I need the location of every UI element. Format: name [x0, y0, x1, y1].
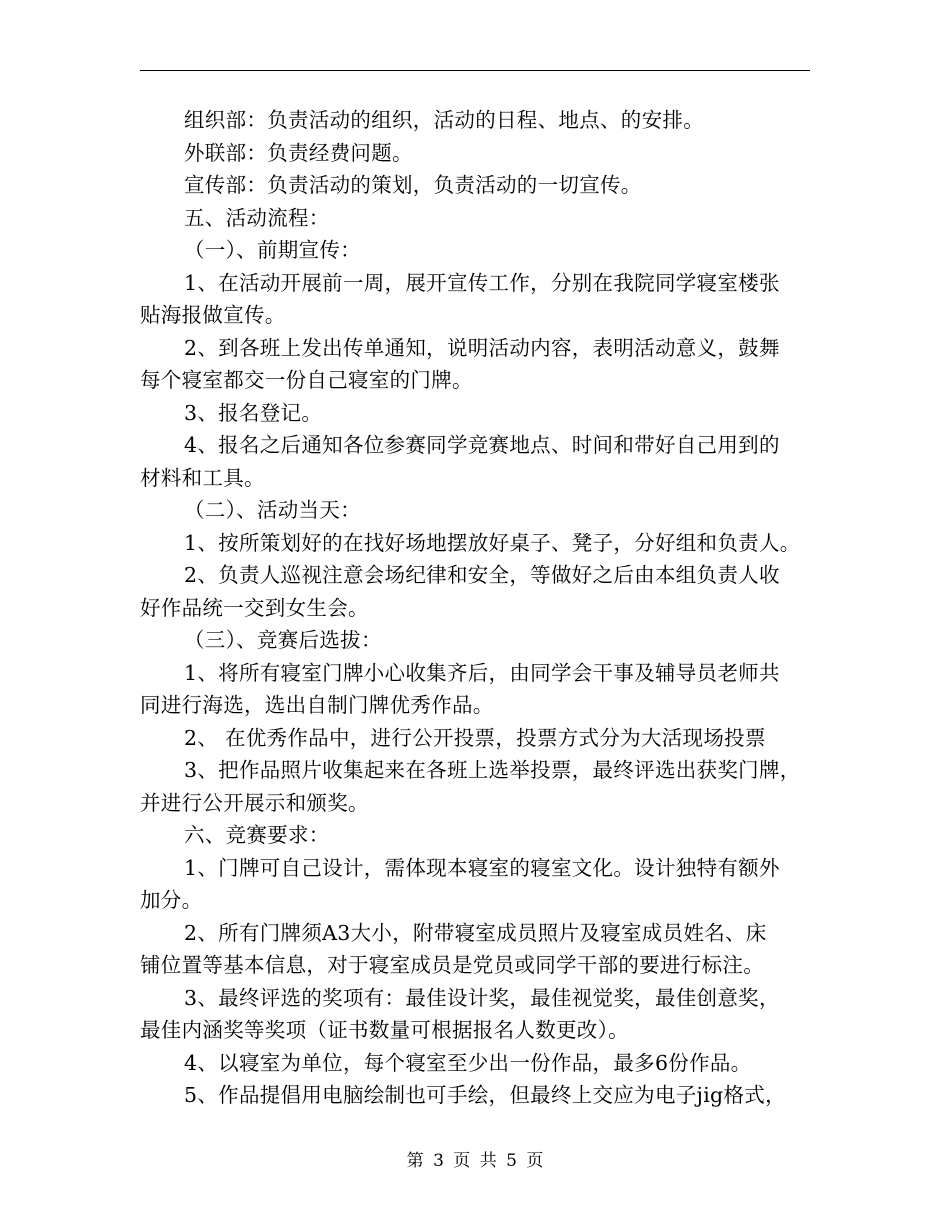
subsection-heading: （二）、活动当天： — [184, 498, 361, 522]
subsection-heading: （一）、前期宣传： — [184, 238, 361, 262]
text-line: 组织部：负责活动的组织，活动的日程、地点、的安排。 — [184, 108, 704, 132]
text-line: 同进行海选，选出自制门牌优秀作品。 — [140, 693, 494, 717]
text-line: 贴海报做宣传。 — [140, 303, 286, 327]
text-line: 1、将所有寝室门牌小心收集齐后，由同学会干事及辅导员老师共 — [184, 660, 780, 685]
text-line: 并进行公开展示和颁奖。 — [140, 790, 369, 815]
text-line: 最佳内涵奖等奖项（证书数量可根据报名人数更改）。 — [140, 1018, 629, 1042]
page-number-footer: 第 3 页 共 5 页 — [406, 1151, 544, 1171]
text-line: 5、作品提倡用电脑绘制也可手绘，但最终上交应为电子jig格式， — [184, 1083, 786, 1107]
text-line: 1、门牌可自己设计，需体现本寝室的寝室文化。设计独特有额外 — [184, 855, 780, 880]
text-line: 2、负责人巡视注意会场纪律和安全，等做好之后由本组负责人收 — [184, 563, 780, 587]
text-line: 3、报名登记。 — [184, 400, 323, 425]
text-line: 3、最终评选的奖项有：最佳设计奖，最佳视觉奖，最佳创意奖， — [184, 985, 780, 1010]
subsection-heading: （三）、竞赛后选拔： — [184, 628, 382, 652]
text-line: 外联部：负责经费问题。 — [184, 140, 413, 165]
text-line: 4、报名之后通知各位参赛同学竞赛地点、时间和带好自己用到的 — [184, 433, 780, 457]
text-line: 4、以寝室为单位，每个寝室至少出一份作品，最多6份作品。 — [184, 1050, 752, 1075]
header-rule — [140, 70, 810, 71]
text-line: 铺位置等基本信息，对于寝室成员是党员或同学干部的要进行标注。 — [140, 953, 764, 977]
text-line: 材料和工具。 — [140, 465, 265, 490]
text-line: 好作品统一交到女生会。 — [140, 595, 369, 620]
text-line: 1、在活动开展前一周，展开宣传工作，分别在我院同学寝室楼张 — [184, 270, 780, 295]
section-heading: 六、竞赛要求： — [184, 823, 330, 847]
text-line: 加分。 — [140, 888, 203, 912]
document-body — [140, 104, 812, 1112]
text-line: 每个寝室都交一份自己寝室的门牌。 — [140, 368, 473, 392]
text-line: 2、到各班上发出传单通知，说明活动内容，表明活动意义，鼓舞 — [184, 335, 780, 360]
text-line: 宣传部：负责活动的策划，负责活动的一切宣传。 — [184, 173, 642, 197]
text-line: 2、所有门牌须A3大小，附带寝室成员照片及寝室成员姓名、床 — [184, 920, 767, 945]
text-line: 3、把作品照片收集起来在各班上选举投票，最终评选出获奖门牌， — [184, 758, 801, 782]
text-line: 2、 在优秀作品中，进行公开投票，投票方式分为大活现场投票 — [184, 725, 766, 750]
section-heading: 五、活动流程： — [184, 205, 330, 230]
text-line: 1、按所策划好的在找好场地摆放好桌子、凳子，分好组和负责人。 — [184, 530, 801, 555]
